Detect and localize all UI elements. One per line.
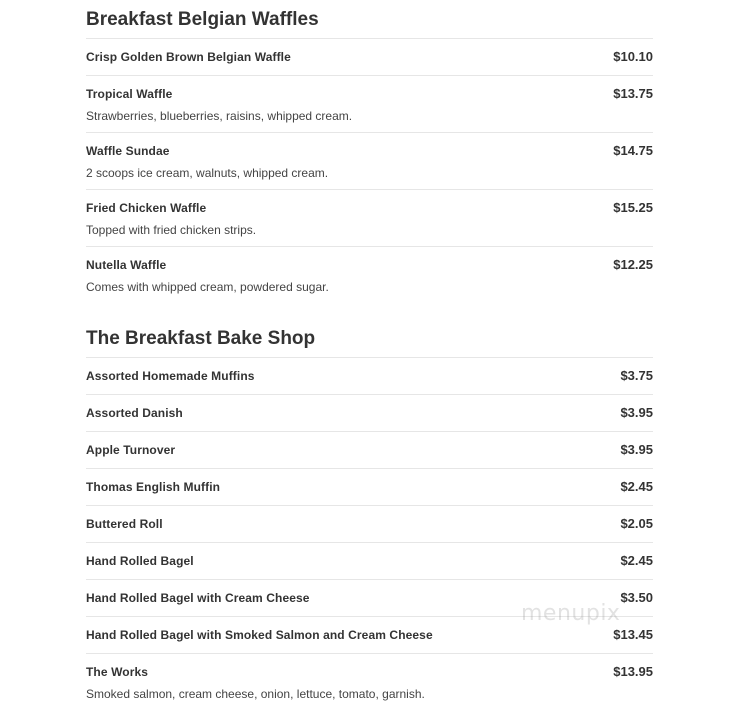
item-price: $3.50	[620, 590, 653, 605]
item-name: The Works	[86, 665, 149, 679]
menu-item	[86, 543, 653, 580]
menu-item	[86, 617, 653, 654]
item-name: Apple Turnover	[86, 443, 176, 457]
item-description: Topped with fried chicken strips.	[86, 223, 257, 237]
menu-item	[86, 39, 653, 76]
item-name: Thomas English Muffin	[86, 480, 221, 494]
section-title: Breakfast Belgian Waffles	[86, 9, 319, 30]
item-name: Waffle Sundae	[86, 144, 170, 158]
item-price: $10.10	[613, 49, 653, 64]
menu-item	[86, 395, 653, 432]
item-description: Smoked salmon, cream cheese, onion, lettuce, tomato, garnish.	[86, 687, 425, 701]
menu	[86, 0, 653, 711]
menu-item	[86, 432, 653, 469]
item-name: Assorted Homemade Muffins	[86, 369, 255, 383]
item-price: $13.45	[613, 627, 653, 642]
menu-item	[86, 76, 653, 133]
menu-item	[86, 654, 653, 711]
menu-item	[86, 133, 653, 190]
item-name: Fried Chicken Waffle	[86, 201, 207, 215]
item-price: $2.45	[620, 553, 653, 568]
menu-item	[86, 358, 653, 395]
item-description: 2 scoops ice cream, walnuts, whipped cream.	[86, 166, 329, 180]
menu-item	[86, 190, 653, 247]
item-price: $3.95	[620, 442, 653, 457]
item-description: Comes with whipped cream, powdered sugar.	[86, 280, 329, 294]
item-name: Buttered Roll	[86, 517, 163, 531]
item-price: $2.45	[620, 479, 653, 494]
item-name: Hand Rolled Bagel	[86, 554, 194, 568]
item-list	[86, 38, 653, 304]
menu-item	[86, 247, 653, 304]
item-name: Nutella Waffle	[86, 258, 167, 272]
item-name: Hand Rolled Bagel with Smoked Salmon and Cream Cheese	[86, 628, 433, 642]
menu-item	[86, 506, 653, 543]
menupix-watermark: menupix	[521, 601, 621, 626]
item-price: $15.25	[613, 200, 653, 215]
menu-item	[86, 580, 653, 617]
item-list	[86, 357, 653, 711]
item-description: Strawberries, blueberries, raisins, whipped cream.	[86, 109, 353, 123]
item-price: $13.95	[613, 664, 653, 679]
section-belgian-waffles	[86, 0, 653, 304]
menu-item	[86, 469, 653, 506]
item-name: Hand Rolled Bagel with Cream Cheese	[86, 591, 310, 605]
item-name: Assorted Danish	[86, 406, 183, 420]
item-price: $3.95	[620, 405, 653, 420]
item-price: $2.05	[620, 516, 653, 531]
section-bake-shop	[86, 320, 653, 711]
item-name: Crisp Golden Brown Belgian Waffle	[86, 50, 291, 64]
item-price: $13.75	[613, 86, 653, 101]
item-name: Tropical Waffle	[86, 87, 173, 101]
item-price: $12.25	[613, 257, 653, 272]
item-price: $14.75	[613, 143, 653, 158]
item-price: $3.75	[620, 368, 653, 383]
section-title: The Breakfast Bake Shop	[86, 328, 316, 349]
